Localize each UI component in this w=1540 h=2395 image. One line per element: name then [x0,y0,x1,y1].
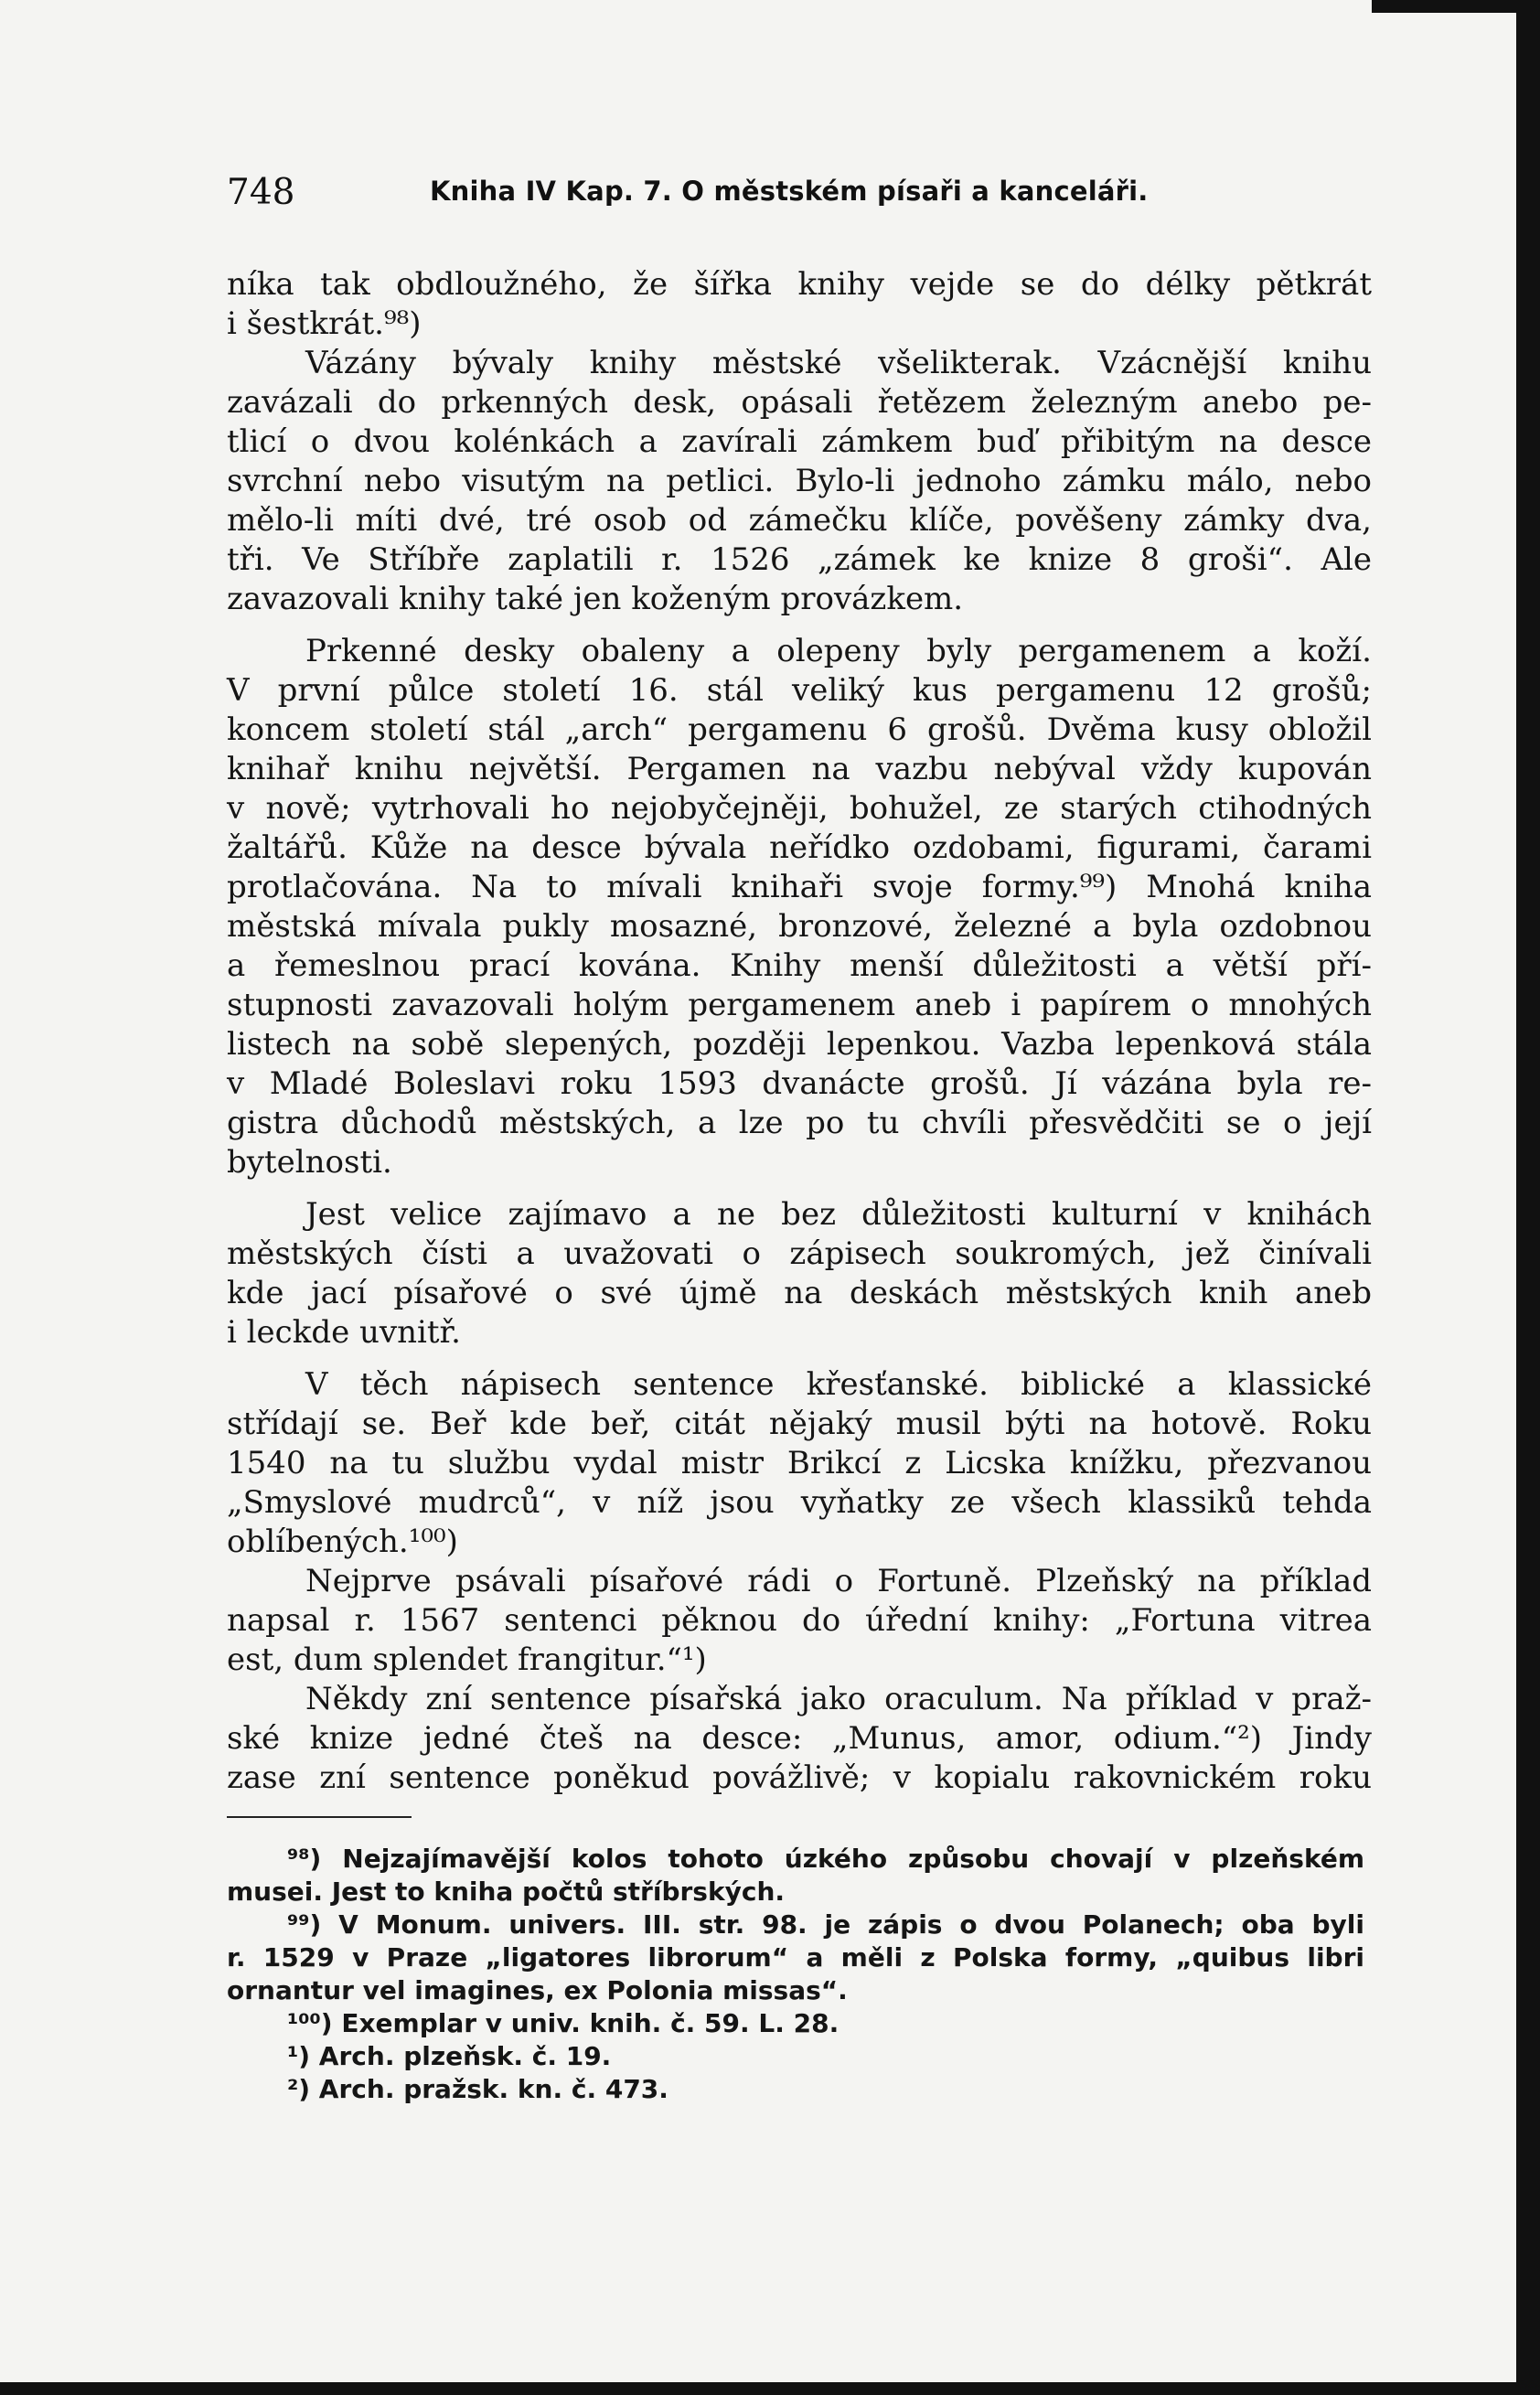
footnote-line: ¹) Arch. plzeňsk. č. 19. [287,2041,612,2071]
text-line: oblíbených.¹⁰⁰) [227,1524,458,1560]
footnote-separator [227,1816,412,1818]
text-line: svrchní nebo visutým na petlici. Bylo-li jednoho zámku málo, nebo [227,463,1372,499]
text-line: V těch nápisech sentence křesťanské. biblické a klassické [305,1366,1372,1403]
text-line: zavazovali knihy také jen koženým provázkem. [227,581,964,617]
footnote-line: ¹⁰⁰) Exemplar v univ. knih. č. 59. L. 28. [287,2008,840,2038]
text-line: gistra důchodů městských, a lze po tu chvíli přesvědčiti se o její [227,1105,1372,1141]
text-line: zase zní sentence poněkud povážlivě; v kopialu rakovnickém roku [227,1759,1372,1796]
page-number: 748 [227,172,295,213]
text-line: est, dum splendet frangitur.“¹) [227,1641,707,1678]
footnote-line: ⁹⁹) V Monum. univers. III. str. 98. je zápis o dvou Polanech; oba byli [287,1909,1364,1940]
text-line: i leckde uvnitř. [227,1314,461,1351]
footnote-line: ornantur vel imagines, ex Polonia missas“. [227,1975,848,2005]
text-line: V první půlce století 16. stál veliký kus pergamenu 12 grošů; [227,672,1372,709]
footnote-line: r. 1529 v Praze „ligatores librorum“ a měli z Polska formy, „quibus libri [227,1942,1364,1973]
text-line: stupnosti zavazovali holým pergamenem aneb i papírem o mnohých [227,987,1372,1023]
scan-border-right [1516,0,1540,2395]
text-line: protlačována. Na to mívali knihaři svoje formy.⁹⁹) Mnohá kniha [227,869,1372,905]
running-title: Kniha IV Kap. 7. O městském písaři a kanceláři. [430,176,1149,207]
text-line: níka tak obdloužného, že šířka knihy vejde se do délky pětkrát [227,266,1372,303]
footnote-line: ⁹⁸) Nejzajímavější kolos tohoto úzkého způsobu chovají v plzeňském [287,1844,1364,1874]
text-line: i šestkrát.⁹⁸) [227,305,422,342]
text-line: napsal r. 1567 sentenci pěknou do úřední knihy: „Fortuna vitrea [227,1602,1372,1639]
text-line: zavázali do prkenných desk, opásali řetězem železným anebo pe- [227,384,1372,421]
text-line: Nejprve psávali písařové rádi o Fortuně. Plzeňský na příklad [305,1563,1372,1599]
footnote-line: musei. Jest to kniha počtů stříbrských. [227,1876,786,1907]
footnote-line: ²) Arch. pražsk. kn. č. 473. [287,2074,668,2104]
text-line: Prkenné desky obaleny a olepeny byly pergamenem a koží. [305,633,1372,669]
text-line: koncem století stál „arch“ pergamenu 6 grošů. Dvěma kusy obložil [227,711,1372,748]
text-line: knihař knihu největší. Pergamen na vazbu nebýval vždy kupován [227,751,1372,787]
text-line: 1540 na tu službu vydal mistr Brikcí z Licska knížku, přezvanou [227,1445,1372,1481]
text-line: Jest velice zajímavo a ne bez důležitosti kulturní v knihách [305,1196,1372,1233]
text-line: v Mladé Boleslavi roku 1593 dvanácte grošů. Jí vázána byla re- [227,1065,1372,1102]
text-line: mělo-li míti dvé, tré osob od zámečku klíče, pověšeny zámky dva, [227,502,1372,539]
text-line: listech na sobě slepených, později lepenkou. Vazba lepenková stála [227,1026,1372,1063]
text-line: bytelnosti. [227,1144,392,1181]
scan-border-top [1372,0,1540,13]
text-line: městská mívala pukly mosazné, bronzové, železné a byla ozdobnou [227,908,1372,945]
text-line: „Smyslové mudrců“, v níž jsou vyňatky ze všech klassiků tehda [227,1484,1372,1521]
text-line: Vázány bývaly knihy městské všelikterak. Vzácnější knihu [305,345,1372,381]
text-line: Někdy zní sentence písařská jako oraculum. Na příklad v praž- [305,1681,1372,1717]
text-line: v nově; vytrhovali ho nejobyčejněji, bohužel, ze starých ctihodných [227,790,1372,827]
text-line: ské knize jedné čteš na desce: „Munus, amor, odium.“²) Jindy [227,1720,1372,1757]
text-line: kde jací písařové o své újmě na deskách městských knih aneb [227,1275,1372,1311]
text-line: žaltářů. Kůže na desce bývala neřídko ozdobami, figurami, čarami [227,829,1372,866]
footnotes [227,1843,1364,2106]
text-line: tlicí o dvou kolénkách a zavírali zámkem buď přibitým na desce [227,423,1372,460]
main-text [227,265,1372,1798]
text-line: a řemeslnou prací kována. Knihy menší důležitosti a větší pří- [227,947,1372,984]
text-line: městských čísti a uvažovati o zápisech soukromých, jež činívali [227,1235,1372,1272]
scan-border-bottom [0,2382,1540,2395]
text-line: střídají se. Beř kde beř, citát nějaký musil býti na hotově. Roku [227,1406,1372,1442]
text-line: tři. Ve Stříbře zaplatili r. 1526 „zámek ke knize 8 groši“. Ale [227,541,1372,578]
page-header [227,172,1370,216]
